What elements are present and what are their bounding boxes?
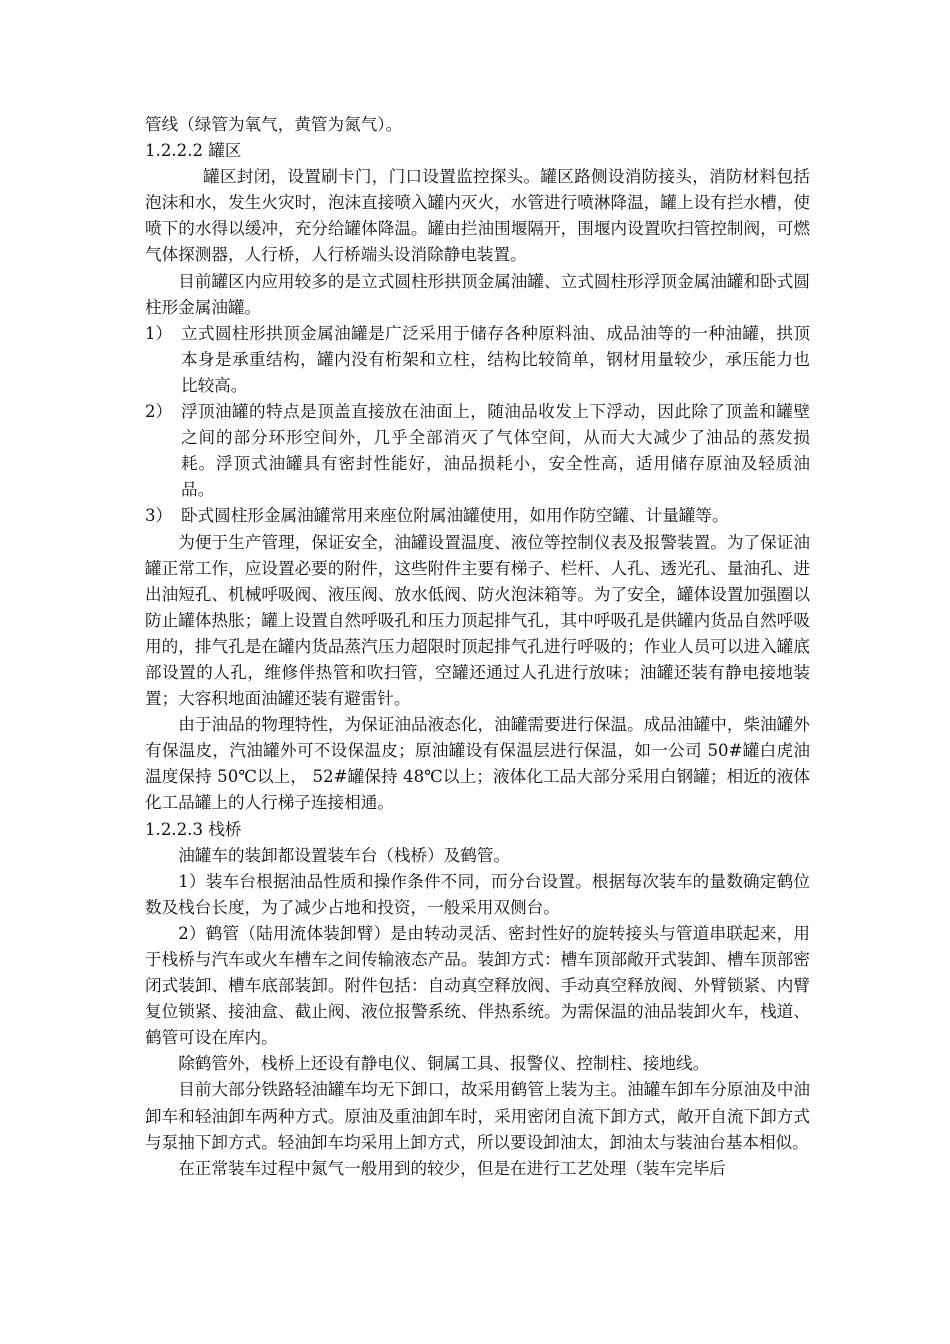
trestle-paragraph-4: 除鹤管外，栈桥上还设有静电仪、铜属工具、报警仪、控制柱、接地线。: [178, 1054, 710, 1074]
section-heading-trestle: 1.2.2.3 栈桥: [145, 819, 242, 839]
list-item-text: 立式圆柱形拱顶金属油罐是广泛采用于储存各种原料油、成品油等的一种油罐，拱顶本身是承重结构，罐内没有桁架和立柱，结构比较简单，钢材用量较少，承压能力也比较高。: [181, 323, 810, 395]
numbered-list-item: [145, 503, 810, 529]
numbered-list-item: [145, 399, 810, 503]
document-body: [145, 112, 810, 1182]
trestle-paragraph-5: 目前大部分铁路轻油罐车均无下卸口，故采用鹤管上装为主。油罐车卸车分原油及中油卸车和轻油卸车两种方式。原油及重油卸车时，采用密闭自流下卸方式，敞开自流下卸方式与泵抽下卸方式。轻油卸车均采用上卸方式，所以要设卸油太，卸油太与装油台基本相似。: [145, 1080, 810, 1152]
list-item-number: 1）: [145, 323, 173, 343]
continuation-text: 管线（绿管为氧气，黄管为氮气）。: [145, 115, 403, 134]
tank-area-paragraph-3: 为便于生产管理，保证安全，油罐设置温度、液位等控制仪表及报警装置。为了保证油罐正常工作，应设置必要的附件，这些附件主要有梯子、栏杆、人孔、透光孔、量油孔、进出油短孔、机械呼吸阀、液压阀、放水低阀、防火泡沫箱等。为了安全，罐体设置加强圈以防止罐体热胀；罐上设置自然呼吸孔和压力顶起排气孔，其中呼吸孔是供罐内货品自然呼吸用的，排气孔是在罐内货品蒸汽压力超限时顶起排气孔进行呼吸的；作业人员可以进入罐底部设置的人孔，维修伴热管和吹扫管，空罐还通过人孔进行放味；油罐还装有静电接地装置；大容积地面油罐还装有避雷针。: [145, 532, 810, 709]
tank-area-paragraph-4: 由于油品的物理特性，为保证油品液态化，油罐需要进行保温。成品油罐中，柴油罐外有保温皮，汽油罐外可不设保温皮；原油罐设有保温层进行保温，如一公司 50#罐白虎油温度保持 50℃以上， 52#罐保持 48℃以上；液体化工品大部分采用白钢罐；相近的液体化工品罐上的人行梯子连接相通。: [145, 715, 810, 813]
trestle-paragraph-1: 油罐车的装卸都设置装车台（栈桥）及鹤管。: [178, 845, 511, 865]
list-item-text: 卧式圆柱形金属油罐常用来座位附属油罐使用，如用作防空罐、计量罐等。: [181, 506, 729, 526]
list-item-number: 3）: [145, 506, 173, 526]
list-item-number: 2）: [145, 402, 173, 422]
tank-area-paragraph-2: 目前罐区内应用较多的是立式圆柱形拱顶金属油罐、立式圆柱形浮顶金属油罐和卧式圆柱形金属油罐。: [145, 271, 810, 317]
trestle-paragraph-2: 1）装车台根据油品性质和操作条件不同，而分台设置。根据每次装车的量数确定鹤位数及栈台长度，为了减少占地和投资，一般采用双侧台。: [145, 871, 810, 917]
section-heading-tank-area: 1.2.2.2 罐区: [145, 141, 242, 161]
list-item-text: 浮顶油罐的特点是顶盖直接放在油面上，随油品收发上下浮动，因此除了顶盖和罐壁之间的部分环形空间外，几乎全部消灭了气体空间，从而大大减少了油品的蒸发损耗。浮顶式油罐具有密封性能好，油品损耗小，安全性高，适用储存原油及轻质油品。: [181, 402, 810, 500]
tank-area-paragraph-1: 罐区封闭，设置刷卡门，门口设置监控探头。罐区路侧设消防接头，消防材料包括泡沫和水，发生火灾时，泡沫直接喷入罐内灭火，水管进行喷淋降温，罐上设有拦水槽，使喷下的水得以缓冲，充分给罐体降温。罐由拦油围堰隔开，围堰内设置吹扫管控制阀，可燃气体探测器，人行桥，人行桥端头设消除静电装置。: [145, 167, 810, 265]
trestle-paragraph-3: 2）鹤管（陆用流体装卸臂）是由转动灵活、密封性好的旋转接头与管道串联起来，用于栈桥与汽车或火车槽车之间传输液态产品。装卸方式：槽车顶部敞开式装卸、槽车顶部密闭式装卸、槽车底部装卸。附件包括：自动真空释放阀、手动真空释放阀、外臂锁紧、内臂复位锁紧、接油盒、截止阀、液位报警系统、伴热系统。为需保温的油品装卸火车，栈道、鹤管可设在库内。: [145, 923, 810, 1048]
numbered-list-item: [145, 321, 810, 399]
trestle-paragraph-6: 在正常装车过程中氮气一般用到的较少，但是在进行工艺处理（装车完毕后: [178, 1158, 726, 1178]
